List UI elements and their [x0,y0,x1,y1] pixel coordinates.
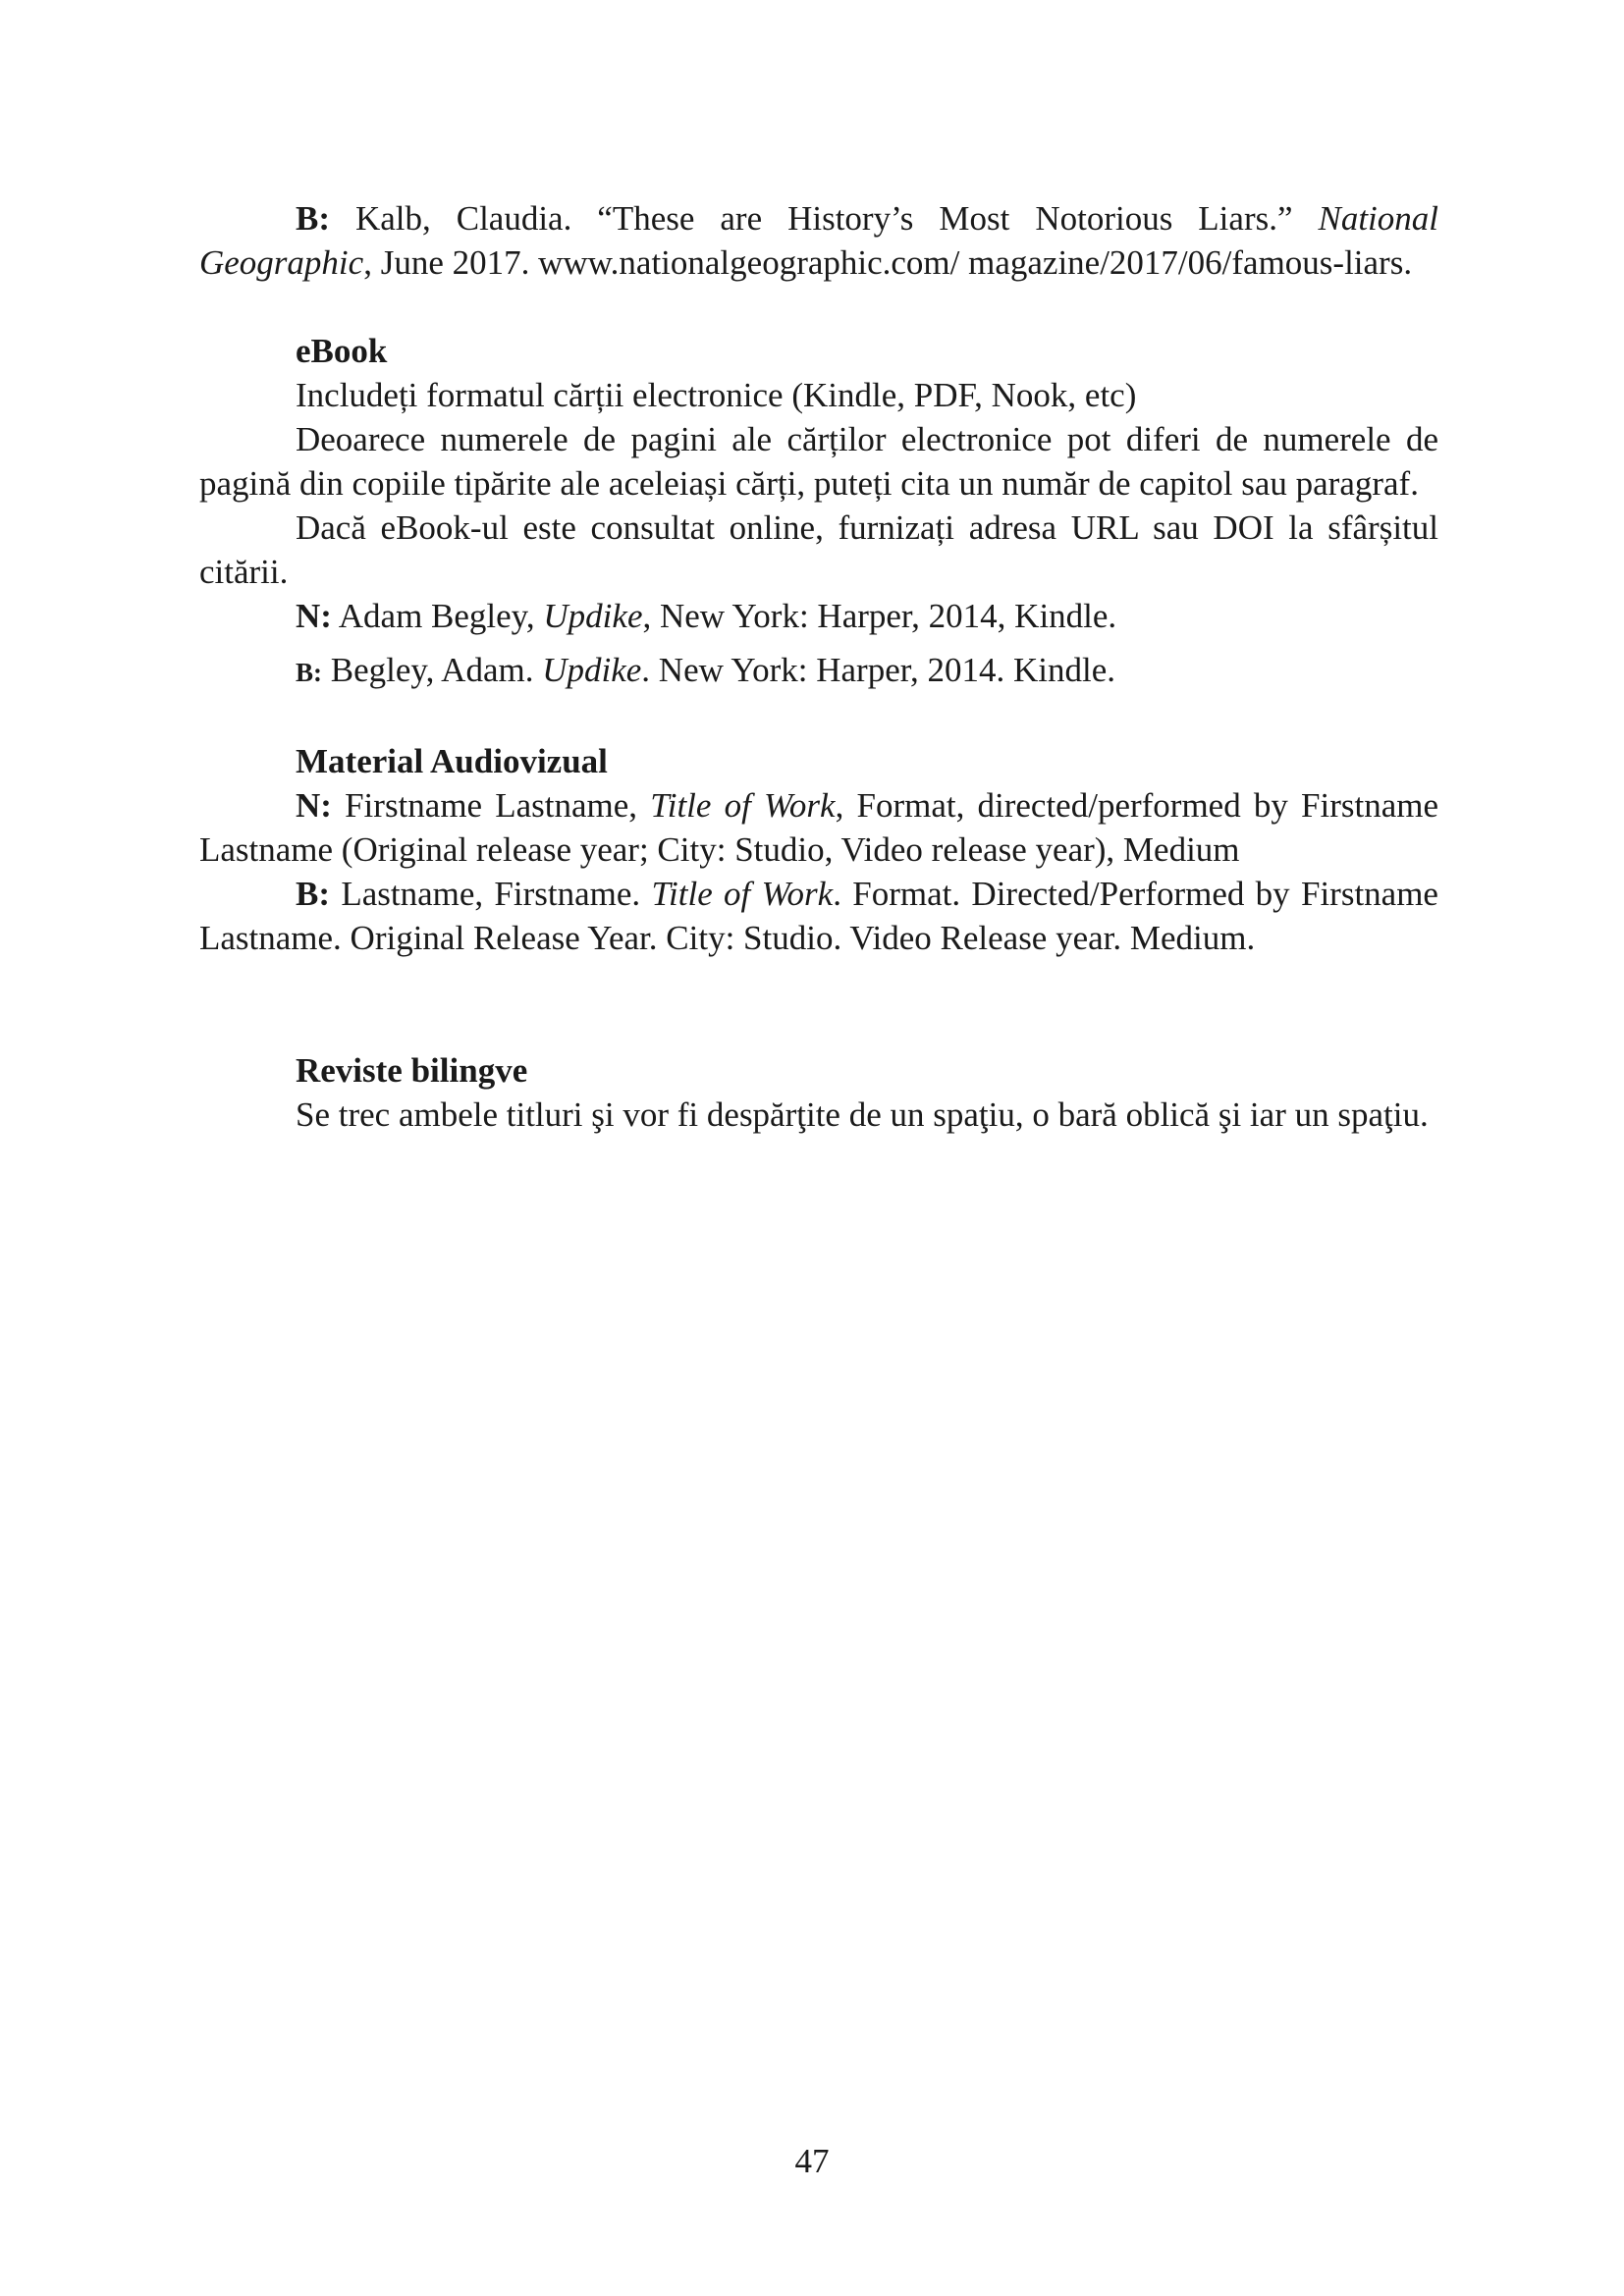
page-number: 47 [794,2142,830,2180]
bibliography-label: B: [296,875,330,913]
ebook-paragraph-pages: Deoarece numerele de pagini ale cărților electronice pot diferi de numerele de pagină din copiile tipărite ale aceleiași cărți, puteți cita un număr de capitol sau paragraf. [199,420,1438,503]
bibliography-label: B: [296,658,322,687]
entry-text: Kalb, Claudia. “These are History’s Most Notorious Liars.” [330,199,1319,238]
bibliography-italic-title: Updike [542,651,642,689]
audiovisual-bibliography-example [199,872,1438,960]
spacer [199,960,1438,1048]
bibliography-label: B: [296,199,330,238]
note-text-continued: , New York: Harper, 2014, Kindle. [642,597,1117,635]
body-text [199,196,1438,1137]
note-italic-title: Title of Work [650,786,836,825]
natgeo-bibliography-entry [199,196,1438,285]
bilingual-paragraph: Se trec ambele titluri şi vor fi despărţite de un spaţiu, o bară oblică şi iar un spaţiu. [296,1095,1429,1134]
note-label: N: [296,597,332,635]
section-heading-bilingual: Reviste bilingve [296,1051,528,1090]
bibliography-italic-title: Title of Work [651,875,834,913]
ebook-format-line: Includeți formatul cărții electronice (Kindle, PDF, Nook, etc) [296,376,1137,414]
ebook-paragraph-online: Dacă eBook-ul este consultat online, furnizați adresa URL sau DOI la sfârșitul citării. [199,508,1438,591]
note-text: Firstname Lastname, [331,786,651,825]
entry-italic-title: National Geographic [199,199,1438,282]
audiovisual-note-example [199,783,1438,872]
note-italic-title: Updike [543,597,643,635]
bibliography-text-continued: . New York: Harper, 2014. Kindle. [641,651,1115,689]
bibliography-text: Begley, Adam. [322,651,543,689]
bibliography-text-continued: . Format. Directed/Performed by Firstname Lastname. Original Release Year. City: Studio. Video Release year. Medium. [199,875,1438,957]
section-heading-ebook: eBook [296,332,388,370]
ebook-bibliography-example [199,648,1438,695]
note-label: N: [296,786,332,825]
ebook-note-example [199,594,1438,638]
note-text: Adam Begley, [331,597,544,635]
note-text-continued: , Format, directed/performed by Firstname Lastname (Original release year; City: Studio, Video release year), Medium [199,786,1438,869]
spacer [199,695,1438,739]
spacer [199,285,1438,329]
spacer [199,638,1438,648]
entry-text-continued: , June 2017. www.nationalgeographic.com/ magazine/2017/06/famous-liars. [363,243,1413,282]
bibliography-text: Lastname, Firstname. [330,875,652,913]
section-heading-audiovisual: Material Audiovizual [296,742,608,780]
